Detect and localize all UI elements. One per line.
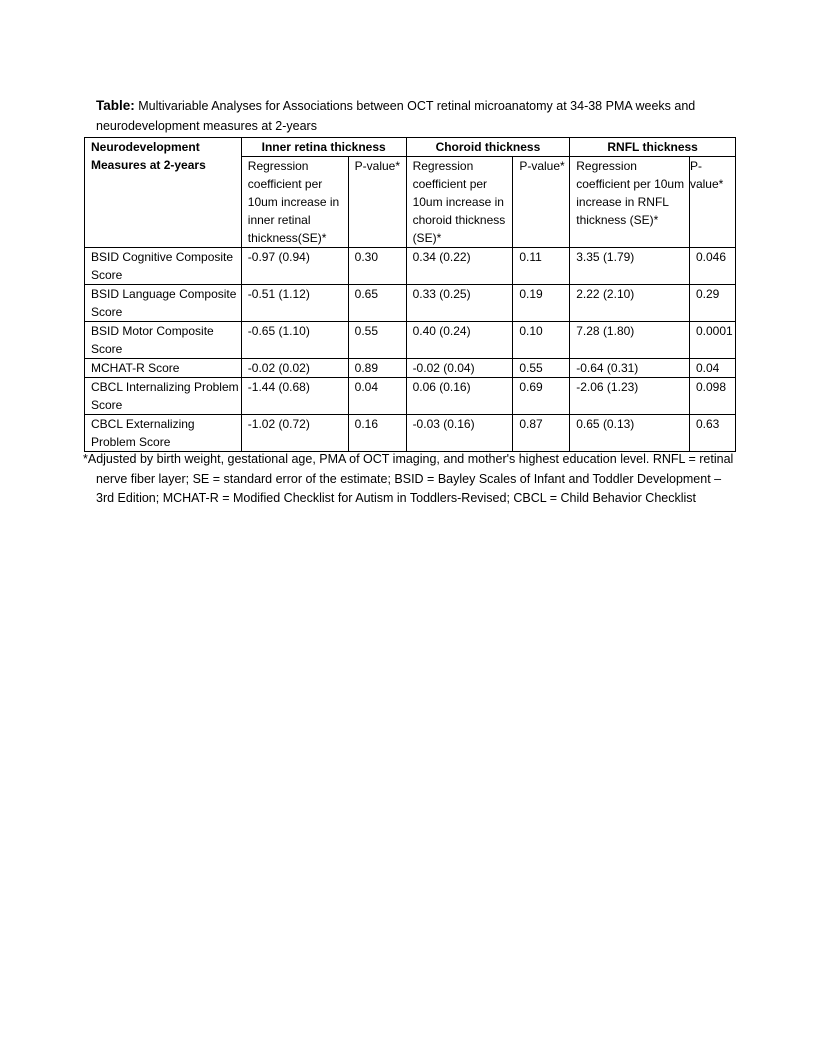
subheader-choroid-coef: Regression coefficient per 10um increase in choroid thickness (SE)* — [406, 157, 513, 248]
rnfl-p-cell: 0.29 — [689, 285, 735, 322]
inner-coef-cell: -0.02 (0.02) — [241, 359, 348, 378]
table-caption — [96, 96, 736, 136]
subheader-rnfl-p: P-value* — [689, 157, 735, 248]
rnfl-coef-cell: 0.65 (0.13) — [570, 415, 690, 452]
subheader-rnfl-coef: Regression coefficient per 10um increase in RNFL thickness (SE)* — [570, 157, 690, 248]
table-row — [85, 285, 736, 322]
rnfl-p-cell: 0.04 — [689, 359, 735, 378]
inner-coef-cell: -0.97 (0.94) — [241, 248, 348, 285]
choroid-coef-cell: 0.34 (0.22) — [406, 248, 513, 285]
choroid-coef-cell: 0.33 (0.25) — [406, 285, 513, 322]
caption-text: Multivariable Analyses for Associations between OCT retinal microanatomy at 34-38 PMA weeks and neurodevelopment measures at 2-years — [96, 99, 696, 133]
choroid-coef-cell: 0.40 (0.24) — [406, 322, 513, 359]
measure-cell: BSID Language Composite Score — [85, 285, 242, 322]
subheader-inner-coef: Regression coefficient per 10um increase in inner retinal thickness(SE)* — [241, 157, 348, 248]
outcome-column-header: Neurodevelopment Measures at 2-years — [85, 138, 242, 248]
choroid-p-cell: 0.19 — [513, 285, 570, 322]
subheader-inner-p: P-value* — [348, 157, 406, 248]
choroid-p-cell: 0.11 — [513, 248, 570, 285]
table-row — [85, 359, 736, 378]
choroid-coef-cell: 0.06 (0.16) — [406, 378, 513, 415]
choroid-coef-cell: -0.02 (0.04) — [406, 359, 513, 378]
rnfl-coef-cell: 3.35 (1.79) — [570, 248, 690, 285]
choroid-p-cell: 0.69 — [513, 378, 570, 415]
inner-coef-cell: -1.44 (0.68) — [241, 378, 348, 415]
results-table — [84, 137, 736, 452]
table-row — [85, 378, 736, 415]
choroid-coef-cell: -0.03 (0.16) — [406, 415, 513, 452]
rnfl-p-cell: 0.0001 — [689, 322, 735, 359]
group-header-row — [85, 138, 736, 157]
choroid-p-cell: 0.87 — [513, 415, 570, 452]
rnfl-coef-cell: -0.64 (0.31) — [570, 359, 690, 378]
subheader-choroid-p: P-value* — [513, 157, 570, 248]
group-header-rnfl: RNFL thickness — [570, 138, 736, 157]
inner-p-cell: 0.30 — [348, 248, 406, 285]
measure-cell: MCHAT-R Score — [85, 359, 242, 378]
inner-p-cell: 0.16 — [348, 415, 406, 452]
table-footnote: *Adjusted by birth weight, gestational age, PMA of OCT imaging, and mother's highest education level. RNFL = retinal nerve fiber layer; SE = standard error of the estimate; BSID = Bayley Scales of Infant and Toddler Development – 3rd Edition; MCHAT-R = Modified Checklist for Autism in Toddlers-Revised; CBCL = Child Behavior Checklist — [83, 452, 734, 505]
measure-cell: BSID Motor Composite Score — [85, 322, 242, 359]
rnfl-p-cell: 0.098 — [689, 378, 735, 415]
rnfl-coef-cell: 2.22 (2.10) — [570, 285, 690, 322]
rnfl-coef-cell: -2.06 (1.23) — [570, 378, 690, 415]
inner-p-cell: 0.89 — [348, 359, 406, 378]
measure-cell: CBCL Internalizing Problem Score — [85, 378, 242, 415]
measure-cell: BSID Cognitive Composite Score — [85, 248, 242, 285]
rnfl-coef-cell: 7.28 (1.80) — [570, 322, 690, 359]
inner-p-cell: 0.55 — [348, 322, 406, 359]
measure-cell: CBCL Externalizing Problem Score — [85, 415, 242, 452]
inner-p-cell: 0.04 — [348, 378, 406, 415]
choroid-p-cell: 0.55 — [513, 359, 570, 378]
inner-coef-cell: -1.02 (0.72) — [241, 415, 348, 452]
group-header-inner-retina: Inner retina thickness — [241, 138, 406, 157]
table-row — [85, 322, 736, 359]
table-row — [85, 415, 736, 452]
table-row — [85, 248, 736, 285]
inner-coef-cell: -0.65 (1.10) — [241, 322, 348, 359]
group-header-choroid: Choroid thickness — [406, 138, 570, 157]
rnfl-p-cell: 0.63 — [689, 415, 735, 452]
rnfl-p-cell: 0.046 — [689, 248, 735, 285]
inner-coef-cell: -0.51 (1.12) — [241, 285, 348, 322]
choroid-p-cell: 0.10 — [513, 322, 570, 359]
inner-p-cell: 0.65 — [348, 285, 406, 322]
caption-label: Table: — [96, 98, 135, 113]
